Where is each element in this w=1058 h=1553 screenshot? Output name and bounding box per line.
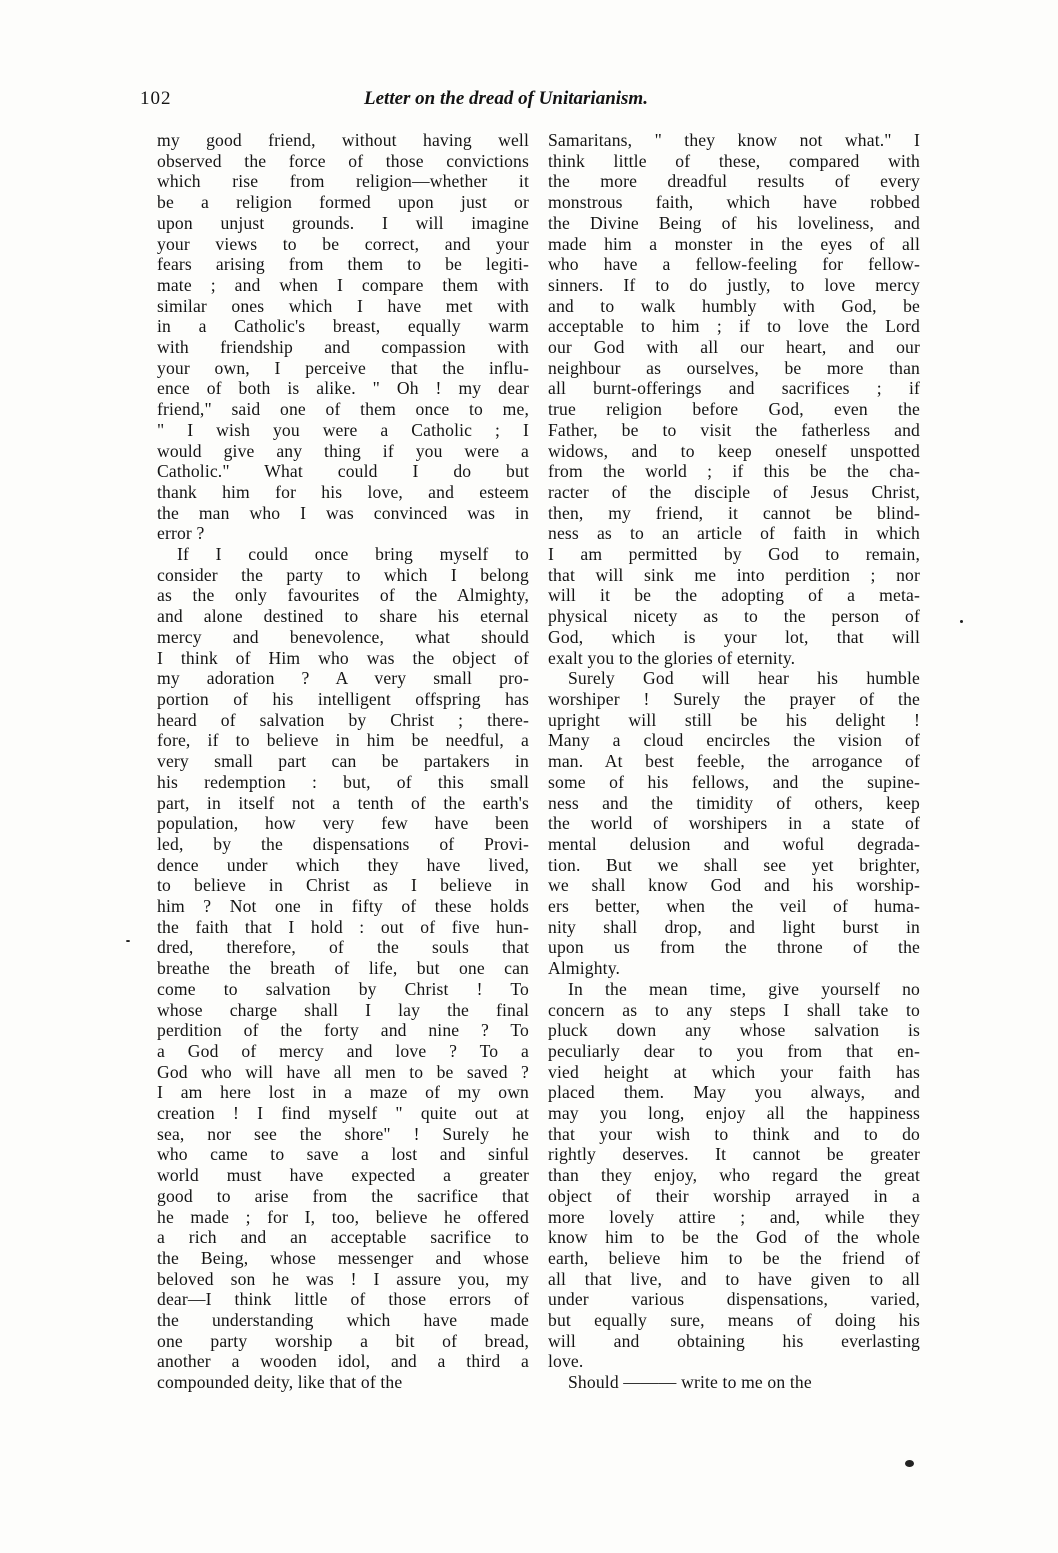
text-line: fore, if to believe in him be needful, a (157, 730, 529, 751)
text-line: he made ; for I, too, believe he offered (157, 1206, 529, 1227)
text-line: similar ones which I have met with (157, 295, 529, 316)
text-line: consider the party to which I belong (157, 564, 529, 585)
text-line: in a Catholic's breast, equally warm (157, 316, 529, 337)
text-line: with friendship and compassion with (157, 337, 529, 358)
text-line: nity shall drop, and light burst in (548, 916, 920, 937)
text-line: but equally sure, means of doing his (548, 1310, 920, 1331)
text-line: sea, nor see the shore" ! Surely he (157, 1123, 529, 1144)
text-line: a God of mercy and love ? To a (157, 1040, 529, 1061)
text-line: the more dreadful results of every (548, 171, 920, 192)
text-line: led, by the dispensations of Provi- (157, 833, 529, 854)
text-line: concern as to any steps I shall take to (548, 999, 920, 1020)
text-line: heard of salvation by Christ ; there- (157, 709, 529, 730)
text-line: population, how very few have been (157, 813, 529, 834)
text-line: a rich and an acceptable sacrifice to (157, 1227, 529, 1248)
text-line: part, in itself not a tenth of the earth's (157, 792, 529, 813)
text-line: racter of the disciple of Jesus Christ, (548, 481, 920, 502)
text-line: placed them. May you always, and (548, 1082, 920, 1103)
text-line: dence under which they have lived, (157, 854, 529, 875)
text-line: the world of worshipers in a state of (548, 813, 920, 834)
ink-speck (905, 1460, 914, 1467)
text-line: my good friend, without having well (157, 130, 529, 150)
text-line: If I could once bring myself to (177, 544, 529, 565)
text-line: widows, and to keep oneself unspotted (548, 440, 920, 461)
left-column (157, 130, 529, 1393)
text-line: then, my friend, it cannot be blind- (548, 502, 920, 523)
text-line: earth, believe him to be the friend of (548, 1247, 920, 1268)
text-line: mercy and benevolence, what should (157, 626, 529, 647)
text-line: that will sink me into perdition ; nor (548, 564, 920, 585)
text-line: my adoration ? A very small pro- (157, 668, 529, 689)
text-line: Should ——— write to me on the (568, 1372, 812, 1393)
text-line: error ? (157, 523, 205, 544)
text-line: thank him for his love, and esteem (157, 481, 529, 502)
text-line: upon us from the throne of the (548, 937, 920, 958)
text-line: acceptable to him ; if to love the Lord (548, 316, 920, 337)
text-line: Many a cloud encircles the vision of (548, 730, 920, 751)
text-line: all that live, and to have given to all (548, 1268, 920, 1289)
text-line: the faith that I hold : out of five hun- (157, 916, 529, 937)
text-line: know him to be the God of the whole (548, 1227, 920, 1248)
text-line: who came to save a lost and sinful (157, 1144, 529, 1165)
text-line: rightly deserves. It cannot be greater (548, 1144, 920, 1165)
text-line: all burnt-offerings and sacrifices ; if (548, 378, 920, 399)
text-line: Almighty. (548, 958, 621, 979)
text-line: I am here lost in a maze of my own (157, 1082, 529, 1103)
text-line: very small part can be partakers in (157, 751, 529, 772)
ink-speck (126, 940, 130, 942)
text-line: tion. But we shall see yet brighter, (548, 854, 920, 875)
text-line: under various dispensations, varied, (548, 1289, 920, 1310)
text-line: Surely God will hear his humble (568, 668, 920, 689)
text-line: good to arise from the sacrifice that (157, 1185, 529, 1206)
text-line: neighbour as ourselves, be more than (548, 357, 920, 378)
text-line: worshiper ! Surely the prayer of the (548, 688, 920, 709)
text-line: think little of these, compared with (548, 150, 920, 171)
text-line: object of their worship arrayed in a (548, 1185, 920, 1206)
text-line: as the only favourites of the Almighty, (157, 585, 529, 606)
text-line: be a religion formed upon just or (157, 192, 529, 213)
text-line: and alone destined to share his eternal (157, 606, 529, 627)
text-line: we shall know God and his worship- (548, 875, 920, 896)
ink-speck (960, 620, 963, 623)
text-line: the Being, whose messenger and whose (157, 1247, 529, 1268)
text-line: mental delusion and woful degrada- (548, 833, 920, 854)
text-line: Catholic." What could I do but (157, 461, 529, 482)
text-line: ness and the timidity of others, keep (548, 792, 920, 813)
text-line: fears arising from them to be legiti- (157, 254, 529, 275)
text-line: true religion before God, even the (548, 399, 920, 420)
text-line: observed the force of those convictions (157, 150, 529, 171)
text-line: some of his fellows, and the supine- (548, 771, 920, 792)
text-line: ence of both is alike. " Oh ! my dear (157, 378, 529, 399)
text-line: ers better, when the veil of huma- (548, 896, 920, 917)
text-line: dred, therefore, of the souls that (157, 937, 529, 958)
text-line: compounded deity, like that of the (157, 1372, 403, 1393)
text-line: and to walk humbly with God, be (548, 295, 920, 316)
text-line: world must have expected a greater (157, 1165, 529, 1186)
text-line: exalt you to the glories of eternity. (548, 647, 796, 668)
text-line: than they enjoy, who regard the great (548, 1165, 920, 1186)
text-line: him ? Not one in fifty of these holds (157, 896, 529, 917)
text-line: Samaritans, " they know not what." I (548, 130, 920, 150)
text-line: sinners. If to do justly, to love mercy (548, 274, 920, 295)
text-line: ness as to an article of faith in which (548, 523, 920, 544)
text-line: may you long, enjoy all the happiness (548, 1103, 920, 1124)
text-line: In the mean time, give yourself no (568, 978, 920, 999)
text-line: who have a fellow-feeling for fellow- (548, 254, 920, 275)
text-line: one party worship a bit of bread, (157, 1330, 529, 1351)
text-line: creation ! I find myself " quite out at (157, 1103, 529, 1124)
text-line: " I wish you were a Catholic ; I (157, 419, 529, 440)
text-line: Father, be to visit the fatherless and (548, 419, 920, 440)
text-line: physical nicety as to the person of (548, 606, 920, 627)
text-line: your views to be correct, and your (157, 233, 529, 254)
text-line: portion of his intelligent offspring has (157, 688, 529, 709)
text-line: love. (548, 1351, 584, 1372)
text-line: that your wish to think and to do (548, 1123, 920, 1144)
text-line: the man who I was convinced was in (157, 502, 529, 523)
text-line: man. At best feeble, the arrogance of (548, 751, 920, 772)
text-line: vied height at which your faith has (548, 1061, 920, 1082)
running-title: Letter on the dread of Unitarianism. (364, 88, 648, 109)
right-column (548, 130, 920, 1393)
text-line: another a wooden idol, and a third a (157, 1351, 529, 1372)
text-line: which rise from religion—whether it (157, 171, 529, 192)
text-line: friend," said one of them once to me, (157, 399, 529, 420)
text-line: mate ; and when I compare them with (157, 274, 529, 295)
text-line: God, which is your lot, that will (548, 626, 920, 647)
text-line: our God with all our heart, and our (548, 337, 920, 358)
text-line: monstrous faith, which have robbed (548, 192, 920, 213)
text-line: more lovely attire ; and, while they (548, 1206, 920, 1227)
text-line: come to salvation by Christ ! To (157, 978, 529, 999)
text-line: whose charge shall I lay the final (157, 999, 529, 1020)
text-line: I think of Him who was the object of (157, 647, 529, 668)
text-line: breathe the breath of life, but one can (157, 958, 529, 979)
text-line: the understanding which have made (157, 1310, 529, 1331)
text-line: beloved son he was ! I assure you, my (157, 1268, 529, 1289)
text-line: his redemption : but, of this small (157, 771, 529, 792)
text-line: pluck down any whose salvation is (548, 1020, 920, 1041)
text-line: upon unjust grounds. I will imagine (157, 212, 529, 233)
page-number: 102 (140, 88, 172, 109)
text-line: to believe in Christ as I believe in (157, 875, 529, 896)
text-line: your own, I perceive that the influ- (157, 357, 529, 378)
text-line: made him a monster in the eyes of all (548, 233, 920, 254)
text-line: I am permitted by God to remain, (548, 544, 920, 565)
text-line: would give any thing if you were a (157, 440, 529, 461)
text-line: will it be the adopting of a meta- (548, 585, 920, 606)
text-line: perdition of the forty and nine ? To (157, 1020, 529, 1041)
text-line: from the world ; if this be the cha- (548, 461, 920, 482)
text-line: dear—I think little of those errors of (157, 1289, 529, 1310)
text-line: will and obtaining his everlasting (548, 1330, 920, 1351)
text-line: the Divine Being of his loveliness, and (548, 212, 920, 233)
running-head (140, 88, 920, 118)
text-line: God who will have all men to be saved ? (157, 1061, 529, 1082)
text-line: upright will still be his delight ! (548, 709, 920, 730)
text-line: peculiarly dear to you from that en- (548, 1040, 920, 1061)
